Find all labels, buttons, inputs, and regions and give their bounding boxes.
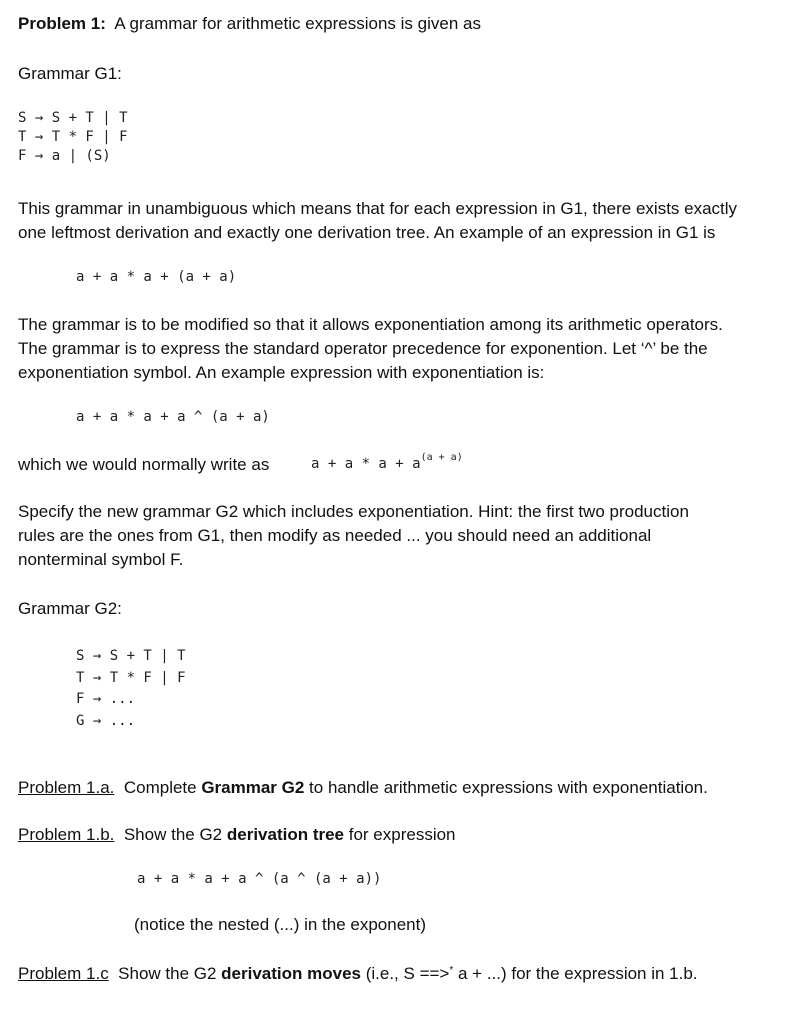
g2-rule: G → ... (76, 712, 136, 729)
paragraph-specify-g2 (18, 500, 689, 572)
paragraph-line: The grammar is to express the standard operator precedence for exponention. Let ‘^’ be the (18, 339, 708, 358)
problem-1c-post: a + ...) for the expression in 1.b. (453, 964, 698, 983)
problem-1c-bold: derivation moves (221, 964, 361, 983)
normal-write-base: a + a * a + a (311, 456, 421, 472)
problem-1a-post: to handle arithmetic expressions with exponentiation. (304, 778, 708, 797)
problem-1c-star: * (449, 965, 454, 976)
g1-rule: S → S + T | T (18, 110, 128, 126)
nested-note: (notice the nested (...) in the exponent) (134, 915, 427, 934)
problem-1a-pre: Complete (123, 778, 202, 797)
problem-1a (18, 776, 708, 800)
example-expression-1: a + a * a + (a + a) (76, 269, 237, 285)
paragraph-line: exponentiation symbol. An example expression with exponentiation is: (18, 363, 545, 382)
problem-1c-mid: (i.e., S ==> (361, 964, 450, 983)
paragraph-line: Specify the new grammar G2 which includes exponentiation. Hint: the first two production (18, 502, 689, 521)
problem-1b (18, 823, 456, 847)
g2-rule: T → T * F | F (76, 669, 186, 686)
g2-rule: F → ... (76, 691, 136, 707)
problem-1a-label: Problem 1.a. (18, 778, 115, 797)
problem-1b-label: Problem 1.b. (18, 825, 115, 844)
g1-rules (18, 109, 128, 166)
g2-rule: S → S + T | T (76, 648, 186, 664)
g2-heading: Grammar G2: (18, 599, 122, 618)
problem-1-text: A grammar for arithmetic expressions is given as (114, 14, 481, 33)
g1-heading: Grammar G1: (18, 64, 122, 83)
paragraph-line: nonterminal symbol F. (18, 550, 184, 569)
g2-rules (76, 646, 186, 732)
problem-1-label: Problem 1: (18, 14, 106, 33)
g1-rule: T → T * F | F (18, 129, 128, 145)
example-expression-2: a + a * a + a ^ (a + a) (76, 409, 270, 425)
problem-1c-pre: Show the G2 (118, 964, 222, 983)
problem-1a-bold: Grammar G2 (201, 778, 305, 797)
normal-write-text: which we would normally write as (18, 455, 270, 474)
problem-1b-post: for expression (344, 825, 456, 844)
paragraph-exponentiation (18, 313, 723, 385)
problem-1b-bold: derivation tree (226, 825, 345, 844)
paragraph-line: This grammar in unambiguous which means that for each expression in G1, there exists exactly (18, 199, 738, 218)
problem-1-heading (18, 12, 481, 36)
g1-rule: F → a | (S) (18, 148, 111, 164)
problem-1b-pre: Show the G2 (123, 825, 227, 844)
normal-write-exponent: (a + a) (420, 452, 463, 463)
example-expression-3: a + a * a + a ^ (a ^ (a + a)) (137, 871, 382, 887)
paragraph-line: The grammar is to be modified so that it allows exponentiation among its arithmetic operators. (18, 315, 723, 334)
paragraph-unambiguous (18, 197, 737, 245)
normal-write-expression (311, 452, 463, 472)
problem-1c (18, 962, 698, 989)
paragraph-line: rules are the ones from G1, then modify as needed ... you should need an additional (18, 526, 652, 545)
paragraph-line: one leftmost derivation and exactly one derivation tree. An example of an expression in G1 is (18, 223, 716, 242)
problem-1c-label: Problem 1.c (18, 964, 109, 983)
